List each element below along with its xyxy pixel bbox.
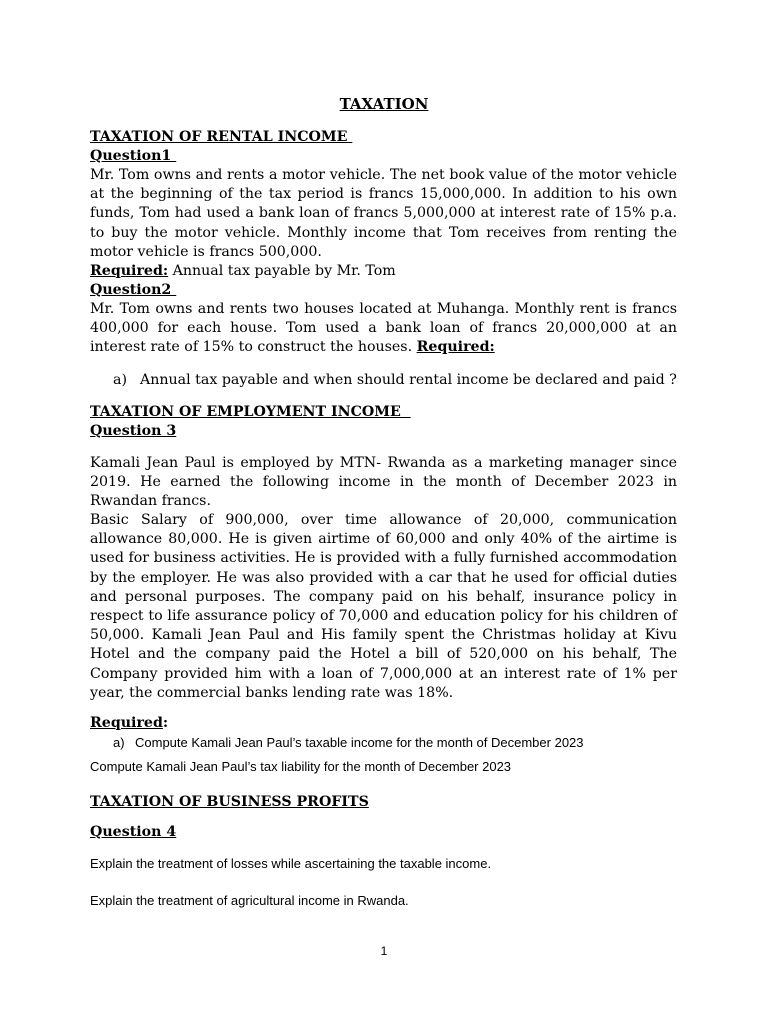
question3-label-text: Question 3	[90, 423, 177, 439]
question1-label	[90, 147, 677, 166]
question1-label-text: Question1	[90, 148, 177, 164]
question1-required	[90, 262, 677, 281]
question3-required-colon: :	[162, 715, 169, 731]
rental-section-heading	[90, 128, 677, 147]
employment-heading-text: TAXATION OF EMPLOYMENT INCOME	[90, 404, 411, 420]
business-section-heading	[90, 793, 677, 812]
question2-item-a-text: Annual tax payable and when should rental income be declared and paid ?	[140, 372, 677, 388]
question3-item-a-text: Compute Kamali Jean Paul’s taxable income for the month of December 2023	[135, 735, 584, 750]
employment-section-heading	[90, 403, 677, 422]
rental-heading-text: TAXATION OF RENTAL INCOME	[90, 129, 353, 145]
question3-required-label: Required	[90, 715, 163, 731]
business-heading-text: TAXATION OF BUSINESS PROFITS	[90, 794, 369, 810]
question1-required-label: Required:	[90, 263, 169, 279]
question2-text	[90, 300, 677, 358]
page-number: 1	[380, 944, 388, 958]
question2-label	[90, 281, 677, 300]
document-title: TAXATION	[339, 95, 429, 113]
question4-label-text: Question 4	[90, 824, 177, 840]
question2-item-a-marker: a)	[113, 372, 127, 388]
question3-item-a-marker: a)	[113, 735, 125, 750]
question3-item-b: Compute Kamali Jean Paul’s tax liability for the month of December 2023	[90, 759, 512, 774]
question1-text: Mr. Tom owns and rents a motor vehicle. The net book value of the motor vehicle at the beginning of the tax period is francs 15,000,000. In addition to his own funds, Tom had used a bank loan of francs 5,000,000 at interest rate of 15% p.a. to buy the motor vehicle. Monthly income that Tom receives from renting the motor vehicle is francs 500,000.	[90, 167, 677, 260]
question2-item-a	[113, 371, 713, 390]
question4-line1: Explain the treatment of losses while ascertaining the taxable income.	[90, 856, 492, 871]
question1-required-text: Annual tax payable by Mr. Tom	[168, 263, 396, 279]
question2-body: Mr. Tom owns and rents two houses located at Muhanga. Monthly rent is francs 400,000 for each house. Tom used a bank loan of francs 20,000,000 at an interest rate of 15% to construct the houses.	[90, 301, 677, 356]
question4-label	[90, 823, 677, 842]
question3-paragraph2: Basic Salary of 900,000, over time allowance of 20,000, communication allowance 80,000. He is given airtime of 60,000 and only 40% of the airtime is used for business activities. He is provided with a fully furnished accommodation by the employer. He was also provided with a car that he used for official duties and personal purposes. The company paid on his behalf, insurance policy in respect to life assurance policy of 70,000 and education policy for his children of 50,000. Kamali Jean Paul and His family spent the Christmas holiday at Kivu Hotel and the company paid the Hotel a bill of 520,000 on his behalf, The Company provided him with a loan of 7,000,000 at an interest rate of 1% per year, the commercial banks lending rate was 18%.	[90, 512, 677, 701]
question3-label	[90, 422, 677, 441]
question3-paragraph1: Kamali Jean Paul is employed by MTN- Rwanda as a marketing manager since 2019. He earned the following income in the month of December 2023 in Rwandan francs.	[90, 455, 677, 510]
question3-required	[90, 714, 677, 733]
question4-line2: Explain the treatment of agricultural income in Rwanda.	[90, 893, 409, 908]
question2-required-label: Required:	[416, 339, 495, 356]
question3-item-a	[113, 734, 713, 752]
question2-label-text: Question2	[90, 282, 177, 298]
